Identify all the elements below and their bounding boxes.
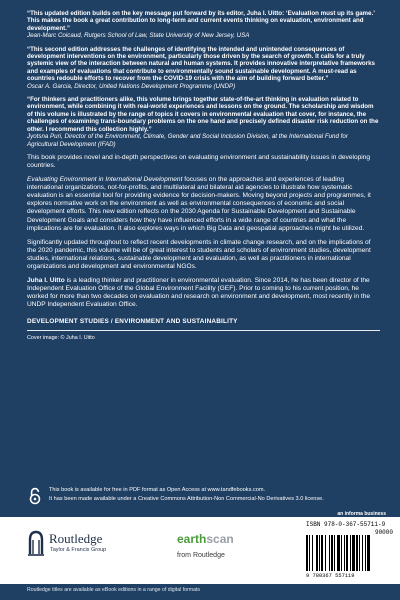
endorsement-attribution: Oscar A. Garcia, Director, United Nations Development Programme (UNDP): [27, 82, 236, 90]
cover-image-credit: Cover image: © Juha I. Uitto: [27, 334, 95, 341]
endorsement-text: “This updated edition builds on the key message put forward by its editor, Juha I. Uitto: ‘Evaluation must up its game.’ This makes the book a great contribution to long-term and current events thinking on evaluation, environment and development.”: [27, 10, 375, 32]
informa-business-label: an informa business: [337, 511, 386, 517]
author-bio-text: is a leading thinker and practitioner in environmental evaluation. Since 2014, he has been director of the Independent Evaluation Office of the Global Environment Facility (GEF). Prior to coming to his current position, he worked for more than two decades on evaluation and research on environment and development, most recently in the UNDP Independent Evaluation Office.: [27, 277, 371, 309]
description-paragraph-1: This book provides novel and in-depth perspectives on evaluating environment and sustainability issues in developing countries.: [27, 153, 371, 169]
endorsement-3: [27, 96, 380, 148]
price-code: 90000: [374, 529, 393, 536]
endorsement-attribution: Jean-Marc Coicaud, Rutgers School of Law, State University of New Jersey, USA: [27, 32, 250, 40]
imprint-subtitle: from Routledge: [177, 552, 225, 559]
description-paragraph-2: [27, 176, 380, 233]
open-access-line-1: This book is available for free in PDF format as Open Access at www.tandfebooks.com.: [49, 487, 266, 493]
isbn-text: ISBN 978-0-367-55711-9: [306, 521, 386, 528]
author-bio: [27, 277, 380, 309]
open-access-line-2: It has been made available under a Creative Commons Attribution-Non Commercial-No Derivatives 3.0 license.: [49, 496, 324, 502]
ebook-footer-note: Routledge titles are available as eBook editions in a range of digital formats: [27, 587, 201, 593]
author-name: Juha I. Uitto: [27, 277, 65, 285]
barcode-icon: [306, 535, 392, 571]
endorsement-text: “This second edition addresses the challenges of identifying the intended and unintended consequences of development interventions on the environment, particularly those driven by the search of growth. It calls for a truly systemic view of the interaction between natural and human systems. It provides innovative interpretative frameworks and examples of evaluations that contribute to environmentally sound sustainable development. A must-read as countries redouble efforts to recover from the COVID-19 crisis with the aim of building forward better.”: [27, 45, 375, 83]
barcode-digits: 9 780367 557119: [306, 573, 355, 579]
back-cover-text: [27, 10, 380, 341]
routledge-logo: [27, 526, 137, 566]
book-title: Evaluating Environment in International Development: [27, 176, 183, 184]
description-paragraph-3: Significantly updated throughout to reflect recent developments in climate change research, and on the implications of the 2020 pandemic, this volume will be of great interest to students and scholars of environment studies, development studies, international relations, sustainable development and evaluation, as well as practitioners in international organizations and development and environmental NGOs.: [27, 238, 371, 271]
endorsement-attribution: Jyotsna Puri, Director of the Environment, Climate, Gender and Social Inclusion Division, at the International Fund for Agricultural Development (IFAD): [27, 133, 348, 148]
subject-category: DEVELOPMENT STUDIES / ENVIRONMENT AND SUSTAINABILITY: [27, 317, 238, 325]
earthscan-logo: [177, 526, 247, 564]
imprint-word-scan: scan: [206, 532, 234, 546]
endorsement-1: [27, 10, 380, 40]
description-text: focuses on the approaches and experiences of leading international organizations, not-for-profits, and multilateral and bilateral aid agencies to illustrate how systematic evaluation is an essential tool for providing evidence for decision-makers. Moving beyond projects and programmes, it explores normative work on the environment as well as environmental consequences of economic and social development efforts. This new edition reflects on the 2030 Agenda for Sustainable Development and Sustainable Development Goals and considers how they have influenced efforts in a wide range of countries and what the implications are for evaluation. It also explores ways in which Big Data and geospatial approaches might be utilized.: [27, 176, 371, 232]
open-access-lock-icon: [27, 487, 43, 505]
endorsement-2: [27, 46, 380, 90]
routledge-emblem-icon: [27, 530, 45, 556]
open-access-notice: [27, 484, 387, 508]
divider: [27, 330, 380, 331]
imprint-word-earth: earth: [177, 532, 207, 546]
barcode-block: [302, 521, 397, 583]
endorsement-text: “For thinkers and practitioners alike, this volume brings together state-of-the-art thinking in evaluation related to environment, while combining it with real-world experiences and lessons on the ground. The scholarship and wisdom of this volume is illustrated by the range of topics it covers in environmental evaluation that cover, for instance, the challenges of examining trans-boundary problems on the one hand and precisely defined disaster risk reduction on the other. I recommend this collection highly.”: [27, 96, 379, 133]
publisher-subtitle: Taylor & Francis Group: [50, 547, 107, 553]
imprint-wordmark: [177, 532, 234, 546]
publisher-name: Routledge: [49, 531, 103, 546]
